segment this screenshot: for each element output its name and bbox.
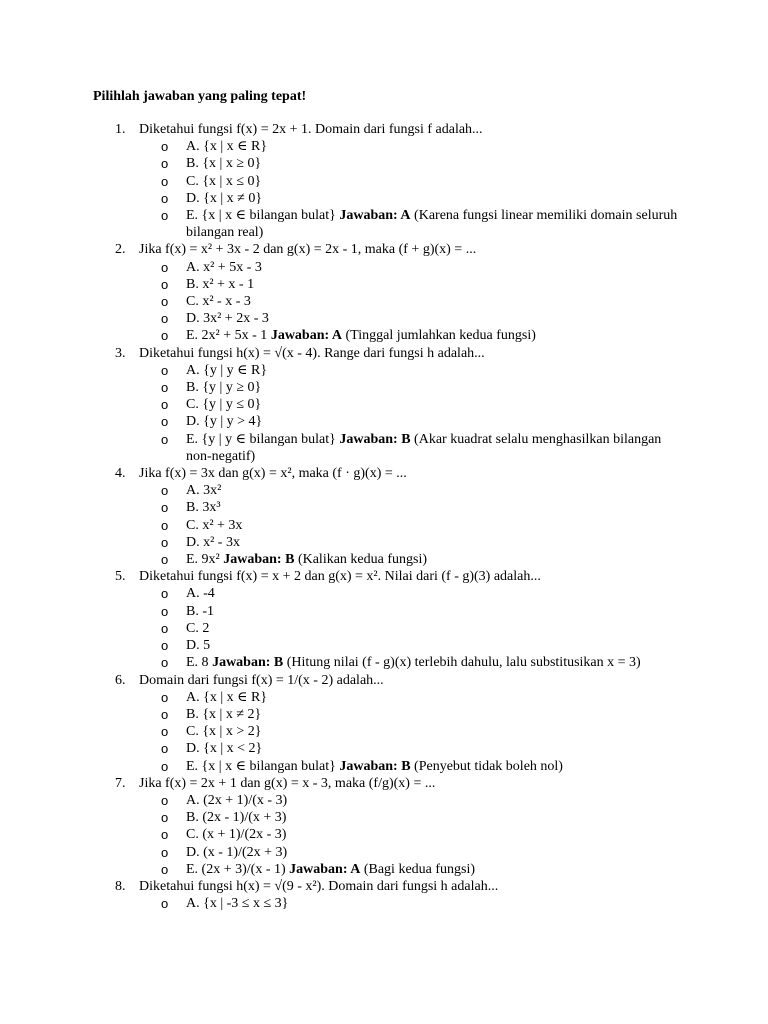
bullet-icon: o [161, 638, 169, 654]
question-line [0, 465, 768, 482]
option-item [0, 379, 768, 396]
question-text: Domain dari fungsi f(x) = 1/(x - 2) adalah... [139, 672, 384, 688]
bullet-icon: o [161, 844, 169, 860]
option-item [0, 431, 768, 465]
option-item [0, 138, 768, 155]
option-item [0, 551, 768, 568]
option-item [0, 310, 768, 327]
option-item [0, 585, 768, 602]
bullet-icon: o [161, 517, 169, 533]
question-line [0, 775, 768, 792]
option-text: D. {x | x ≠ 0} [186, 190, 263, 206]
option-list [0, 895, 768, 912]
option-text: A. -4 [186, 586, 215, 602]
bullet-icon: o [161, 827, 169, 843]
question-number: 6. [115, 672, 126, 688]
bullet-icon: o [161, 294, 169, 310]
option-list [0, 138, 768, 241]
question-number: 2. [115, 242, 126, 258]
bullet-icon: o [161, 276, 169, 292]
bullet-icon: o [161, 706, 169, 722]
option-text: C. 2 [186, 620, 210, 636]
option-item [0, 207, 768, 241]
bullet-icon: o [161, 311, 169, 327]
answer-explanation: (Hitung nilai (f - g)(x) terlebih dahulu, lalu substitusikan x = 3) [286, 655, 641, 671]
option-text: D. 5 [186, 638, 211, 654]
question-line [0, 241, 768, 258]
option-text: B. {x | x ≥ 0} [186, 156, 262, 172]
bullet-icon: o [161, 156, 169, 172]
option-text: A. {x | -3 ≤ x ≤ 3} [186, 896, 289, 912]
bullet-icon: o [161, 655, 169, 671]
question-item [0, 878, 768, 912]
option-item [0, 173, 768, 190]
option-text: D. {x | x < 2} [186, 741, 263, 757]
option-text: E. {x | x ∈ bilangan bulat} [186, 758, 336, 774]
option-item [0, 723, 768, 740]
option-list [0, 482, 768, 568]
option-text: D. (x - 1)/(2x + 3) [186, 844, 288, 860]
question-number: 1. [115, 122, 126, 137]
option-item [0, 740, 768, 757]
option-item [0, 534, 768, 551]
answer-label: Jawaban: B [212, 655, 284, 671]
option-item [0, 844, 768, 861]
option-item [0, 517, 768, 534]
question-text: Jika f(x) = 2x + 1 dan g(x) = x - 3, maka (f/g)(x) = ... [139, 775, 436, 791]
option-item [0, 155, 768, 172]
option-item [0, 293, 768, 310]
option-item [0, 396, 768, 413]
bullet-icon: o [161, 259, 169, 275]
option-text: C. x² + 3x [186, 517, 243, 533]
question-line [0, 878, 768, 895]
option-text: B. {y | y ≥ 0} [186, 380, 262, 396]
bullet-icon: o [161, 896, 169, 912]
option-text: D. x² - 3x [186, 534, 240, 550]
option-text: D. 3x² + 2x - 3 [186, 311, 269, 327]
answer-explanation: (Tinggal jumlahkan kedua fungsi) [345, 328, 536, 344]
answer-explanation: (Kalikan kedua fungsi) [297, 552, 428, 568]
option-item [0, 758, 768, 775]
option-item [0, 276, 768, 293]
bullet-icon: o [161, 603, 169, 619]
option-text: A. x² + 5x - 3 [186, 259, 262, 275]
bullet-icon: o [161, 792, 169, 808]
option-text: C. x² - x - 3 [186, 294, 251, 310]
question-item [0, 465, 768, 568]
option-text: B. {x | x ≠ 2} [186, 706, 262, 722]
bullet-icon: o [161, 328, 169, 344]
option-item [0, 792, 768, 809]
option-item [0, 826, 768, 843]
question-line [0, 121, 768, 138]
option-text: D. {y | y > 4} [186, 414, 263, 430]
option-item [0, 861, 768, 878]
question-number: 7. [115, 775, 126, 791]
bullet-icon: o [161, 208, 169, 224]
answer-label: Jawaban: A [270, 328, 342, 344]
question-item [0, 775, 768, 878]
option-text: B. -1 [186, 603, 214, 619]
bullet-icon: o [161, 689, 169, 705]
question-number: 4. [115, 466, 126, 482]
bullet-icon: o [161, 724, 169, 740]
option-text: E. 9x² [186, 552, 220, 568]
option-text: C. {x | x > 2} [186, 724, 262, 740]
answer-label: Jawaban: B [339, 758, 411, 774]
bullet-icon: o [161, 362, 169, 378]
question-item [0, 672, 768, 775]
option-list [0, 792, 768, 878]
question-text: Diketahui fungsi f(x) = x + 2 dan g(x) = x². Nilai dari (f - g)(3) adalah... [139, 569, 541, 585]
option-text: A. {x | x ∈ R} [186, 689, 268, 705]
option-text: C. {y | y ≤ 0} [186, 397, 262, 413]
bullet-icon: o [161, 552, 169, 568]
bullet-icon: o [161, 620, 169, 636]
question-line [0, 568, 768, 585]
option-item [0, 603, 768, 620]
option-item [0, 637, 768, 654]
option-list [0, 585, 768, 671]
option-list [0, 362, 768, 465]
question-text: Jika f(x) = 3x dan g(x) = x², maka (f · g)(x) = ... [139, 466, 407, 482]
bullet-icon: o [161, 758, 169, 774]
bullet-icon: o [161, 500, 169, 516]
option-item [0, 895, 768, 912]
option-item [0, 809, 768, 826]
question-text: Diketahui fungsi h(x) = √(9 - x²). Domain dari fungsi h adalah... [139, 878, 499, 894]
answer-label: Jawaban: B [339, 431, 411, 447]
option-text: E. {y | y ∈ bilangan bulat} [186, 431, 336, 447]
bullet-icon: o [161, 431, 169, 447]
question-line [0, 345, 768, 362]
option-text: A. 3x² [186, 483, 222, 499]
answer-explanation: (Bagi kedua fungsi) [363, 861, 476, 877]
option-list [0, 259, 768, 345]
bullet-icon: o [161, 380, 169, 396]
option-text: C. {x | x ≤ 0} [186, 173, 262, 189]
bullet-icon: o [161, 861, 169, 877]
option-item [0, 362, 768, 379]
answer-explanation: (Penyebut tidak boleh nol) [414, 758, 563, 774]
option-item [0, 413, 768, 430]
option-text: A. {y | y ∈ R} [186, 362, 268, 378]
bullet-icon: o [161, 190, 169, 206]
question-list [0, 121, 768, 912]
answer-explanation: (Akar kuadrat selalu menghasilkan bilangan non-negatif) [186, 431, 662, 464]
bullet-icon: o [161, 139, 169, 155]
option-text: B. (2x - 1)/(x + 3) [186, 810, 287, 826]
question-text: Diketahui fungsi h(x) = √(x - 4). Range dari fungsi h adalah... [139, 345, 485, 361]
option-text: E. {x | x ∈ bilangan bulat} [186, 208, 336, 224]
option-text: B. x² + x - 1 [186, 276, 255, 292]
question-item [0, 241, 768, 344]
option-item [0, 689, 768, 706]
bullet-icon: o [161, 534, 169, 550]
option-item [0, 259, 768, 276]
option-item [0, 482, 768, 499]
option-text: C. (x + 1)/(2x - 3) [186, 827, 287, 843]
question-number: 8. [115, 878, 126, 894]
bullet-icon: o [161, 414, 169, 430]
option-item [0, 706, 768, 723]
option-text: A. (2x + 1)/(x - 3) [186, 792, 288, 808]
answer-label: Jawaban: A [339, 208, 411, 224]
answer-label: Jawaban: A [289, 861, 361, 877]
option-item [0, 327, 768, 344]
answer-label: Jawaban: B [223, 552, 295, 568]
option-item [0, 620, 768, 637]
bullet-icon: o [161, 397, 169, 413]
bullet-icon: o [161, 810, 169, 826]
answer-explanation: (Karena fungsi linear memiliki domain seluruh bilangan real) [186, 208, 678, 241]
bullet-icon: o [161, 741, 169, 757]
page-title: Pilihlah jawaban yang paling tepat! [93, 89, 307, 104]
option-text: A. {x | x ∈ R} [186, 139, 268, 155]
option-text: B. 3x³ [186, 500, 221, 516]
question-number: 3. [115, 345, 126, 361]
bullet-icon: o [161, 173, 169, 189]
option-item [0, 654, 768, 671]
question-text: Diketahui fungsi f(x) = 2x + 1. Domain dari fungsi f adalah... [139, 122, 483, 137]
question-number: 5. [115, 569, 126, 585]
option-item [0, 190, 768, 207]
option-text: E. (2x + 3)/(x - 1) [186, 861, 286, 877]
question-text: Jika f(x) = x² + 3x - 2 dan g(x) = 2x - 1, maka (f + g)(x) = ... [139, 242, 477, 258]
option-list [0, 689, 768, 775]
bullet-icon: o [161, 483, 169, 499]
option-item [0, 499, 768, 516]
question-item [0, 568, 768, 671]
question-item [0, 121, 768, 241]
option-text: E. 8 [186, 655, 209, 671]
question-line [0, 672, 768, 689]
question-item [0, 345, 768, 465]
bullet-icon: o [161, 586, 169, 602]
option-text: E. 2x² + 5x - 1 [186, 328, 268, 344]
